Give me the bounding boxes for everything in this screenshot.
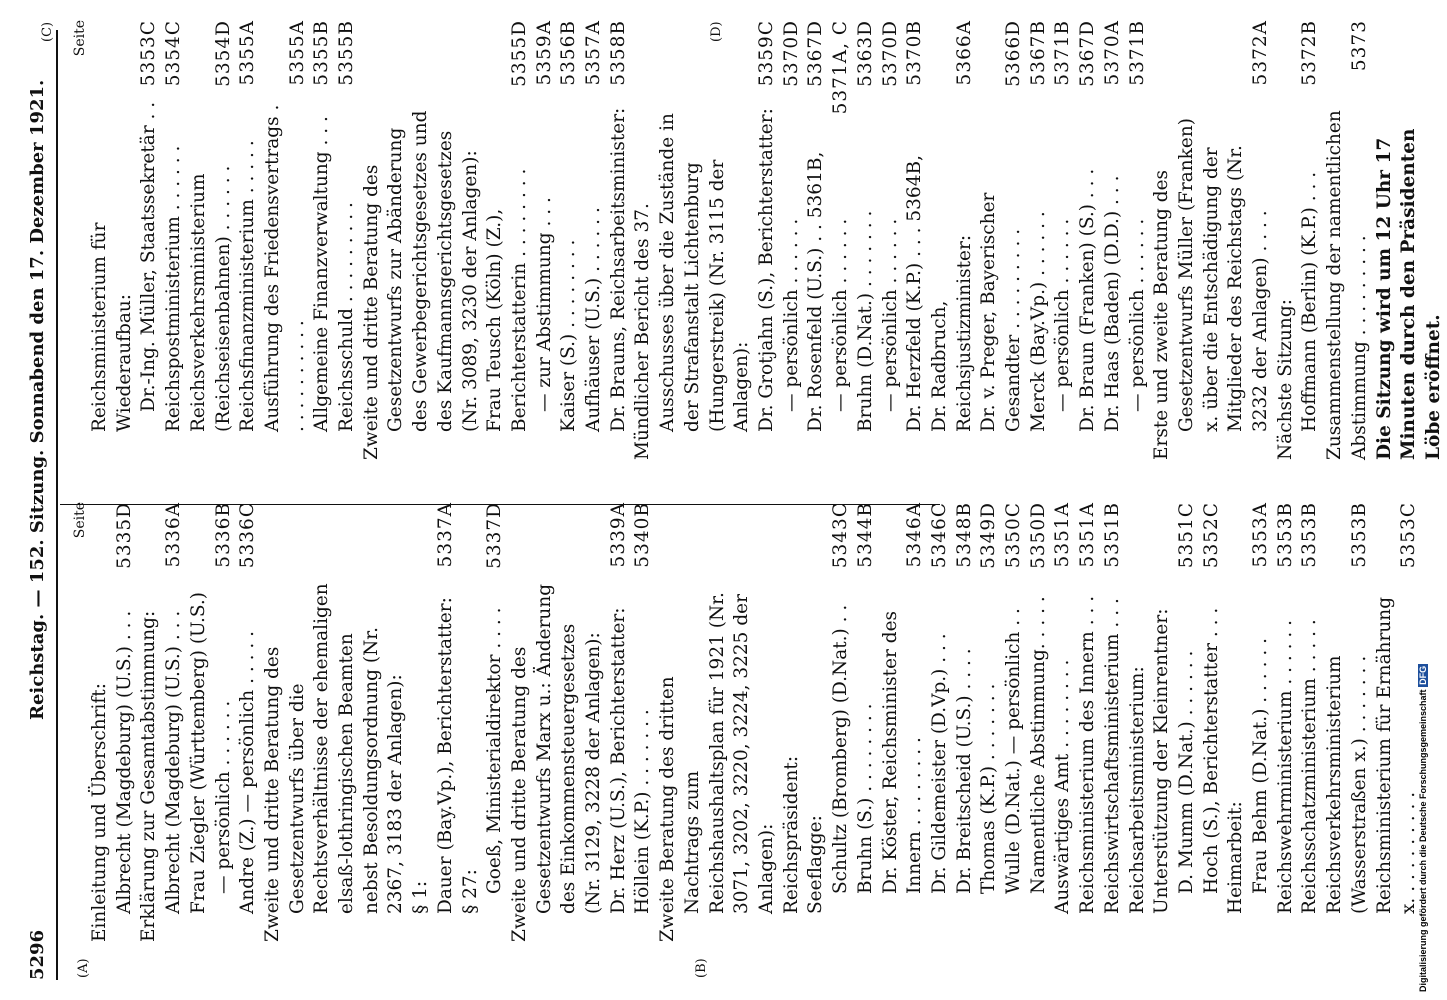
toc-entry-text: Frau Behm (D.Nat.) . . . . . . [1250,638,1272,894]
toc-entry [1274,502,1299,942]
toc-entry [1200,502,1225,942]
page-number: 5296 [27,929,48,980]
side-note-text: Digitalisierung gefördert durch die Deutsche Forschungsgemeinschaft [1418,689,1428,992]
toc-entry [829,502,854,942]
toc-entry-page: 5363D [854,20,876,87]
toc-entry [928,20,977,460]
toc-entry [1373,502,1422,942]
toc-entry-text: Zweite und dritte Beratung des Gesetzentwurfs zur Abänderung des Gewerbegerichtsgesetzes und des Kaufmannsgerichtsgesetzes (Nr. 3089, 3230 der Anlagen): [360,110,481,460]
toc-entry-page: 5351A [1052,502,1074,568]
toc-entry-text: Namentliche Abstimmung. . . . . [1027,596,1049,894]
toc-entry [631,20,755,460]
toc-entry [1076,502,1101,942]
toc-entry-page: 5356B [558,20,580,86]
toc-entry [187,502,212,942]
toc-entry-text: Goeß, Ministerialdirektor . . . . [484,607,506,894]
toc-entry-page: 5354C [163,20,185,87]
toc-entry-text: Dr. Grotjahn (S.), Berichterstatter: [755,108,777,432]
toc-entry-page: 5353B [1299,502,1321,568]
toc-entry-text: Albrecht (Magdeburg) (U.S.) . . . [113,610,135,914]
toc-list-left [88,502,1422,942]
toc-entry-page: 5370D [879,20,901,87]
toc-entry-page: 5339A [607,502,629,568]
margin-marker-b: (B) [694,958,709,978]
toc-entry-text: Dr. Herz (U.S.), Berichterstatter: [607,607,629,914]
seite-label: Seite [72,502,88,539]
toc-entry-text: Dr. Köster, Reichsminister des Innern . . . . . . . . [879,610,926,894]
toc-entry-page: 5366D [1003,20,1025,87]
toc-entry-page: 5337A [434,502,456,568]
header-rule [56,30,58,980]
toc-entry-page: 5358B [607,20,629,86]
toc-entry-text: — persönlich . . . . . . [830,218,852,412]
toc-entry-text: Höllein (K.P.) . . . . . . . [632,709,654,914]
toc-entry [755,20,780,460]
toc-entry [261,20,310,460]
toc-entry-page: 5336B [212,502,234,568]
toc-entry-page: 5370B [904,20,926,86]
toc-entry-text: Bruhn (D.Nat.) . . . . . . . [854,210,876,432]
toc-entry-page: 5350D [1027,502,1049,569]
toc-entry-text: Reichsschatzministerium . . . . . [1299,619,1321,914]
toc-entry [508,502,607,942]
toc-entry-page: 5351C [1175,502,1197,569]
toc-entry-page: 5370D [780,20,802,87]
toc-entry-page: 5354D [212,20,234,87]
toc-entry-text: Dr. Brauns, Reichsarbeitsminister: [607,107,629,432]
toc-entry [88,502,113,942]
toc-entry-page: 5350C [1003,502,1025,569]
toc-entry [459,502,484,942]
toc-entry-page: 5348B [953,502,975,568]
toc-entry-page: 5367B [1027,20,1049,86]
toc-entry-text: Reichswirtschaftsministerium . . . [1101,598,1123,914]
toc-entry [1373,20,1447,460]
toc-entry-page: 5371A, C [830,20,852,115]
toc-entry-text: Erklärung zur Gesamtabstimmung: [138,610,160,942]
toc-entry [162,502,187,942]
toc-entry-text: Zweite Beratung des dritten Nachtrags zum Reichshaushaltsplan für 1921 (Nr. 3071, 3202, 3220, 3224, 3225 der Anlagen): [657,592,777,942]
toc-entry-text: Andre (Z.) — persönlich . . . . . [237,631,259,914]
toc-entry-page: 5357A [583,20,605,86]
margin-marker-c: (C) [40,21,55,42]
toc-entry [137,20,162,460]
toc-entry [557,20,582,460]
toc-entry [483,502,508,942]
toc-entry [1150,20,1274,460]
toc-entry-text: Dr. Radbruch, Reichsjustizminister: [928,234,975,432]
toc-entry-page: 5351A [1077,502,1099,568]
toc-entry-text: Hoch (S.), Berichterstatter . . . [1200,607,1222,894]
page-title: Reichstag. — 152. Sitzung. Sonnabend den 17. Dezember 1921. [27,79,48,720]
toc-entry [1027,20,1052,460]
toc-entry-page: 5353C [138,20,160,87]
toc-entry [829,20,854,460]
toc-entry-page: 5359C [755,20,777,87]
toc-entry-page: 5346C [928,502,950,569]
toc-entry-text: Reichsministerium des Innern . . . [1077,595,1099,914]
toc-entry-page: 5353B [1274,502,1296,568]
toc-entry-text: Mündlicher Bericht des 37. Ausschusses über die Zustände in der Strafanstalt Lichtenburg (Hungerstreik) (Nr. 3115 der Anlagen): [632,113,753,460]
toc-entry-text: Reichsministerium für Wiederaufbau: [89,222,135,432]
toc-entry-text: Allgemeine Finanzverwaltung . . . [311,116,333,432]
toc-entry [804,502,829,942]
toc-entry-text: — persönlich . . . . . . [1126,218,1148,412]
left-column [68,502,1422,942]
toc-entry [1323,502,1372,942]
toc-list-right [88,20,1447,460]
toc-entry [928,502,953,942]
toc-entry-text: Albrecht (Magdeburg) (U.S.) . . . [163,610,185,914]
toc-entry [1323,20,1372,460]
toc-entry-text: Merck (Bay.Vp.) . . . . . . [1027,211,1049,432]
toc-entry [780,20,805,460]
toc-entry-page: 5355D [508,20,530,87]
toc-entry-page: 5351B [1101,502,1123,568]
toc-entry [656,502,780,942]
toc-entry [1101,502,1126,942]
toc-entry-page: 5366A [953,20,975,86]
toc-entry-text: Bruhn (S.) . . . . . . . . [854,703,876,894]
toc-entry [162,20,187,460]
toc-entry-text: § 27: [459,869,481,914]
toc-entry [879,502,928,942]
toc-entry-text: Auswärtiges Amt . . . . . . . . [1052,659,1074,914]
toc-entry [137,502,162,942]
toc-entry [1051,502,1076,942]
toc-entry [236,20,261,460]
toc-entry-text: Frau Teusch (Köln) (Z.), Berichterstatterin . . . . . . . . [484,168,530,432]
toc-entry [607,502,632,942]
toc-entry [854,502,879,942]
toc-entry [1101,20,1126,460]
toc-entry [187,20,236,460]
toc-entry [977,502,1002,942]
toc-entry-text: — persönlich . . . . . . [212,700,234,894]
toc-entry-text: Kaiser (S.) . . . . . . . . [558,239,580,432]
toc-entry-page: 5367D [1077,20,1099,87]
toc-entry-text: Frau Ziegler (Württemberg) (U.S.) [187,592,209,914]
toc-entry-text: Zweite und dritte Beratung des Gesetzentwurfs Marx u.: Änderung des Einkommensteuergesetzes (Nr. 3129, 3228 der Anlagen): [508,583,605,942]
toc-entry-text: Reichsarbeitsministerium: [1126,666,1148,914]
toc-entry-page: 5355A [237,20,259,86]
toc-entry-text: Reichsverkehrsministerium (Wasserstraßen x.) . . . . . . . [1324,655,1370,914]
toc-entry-text: Thomas (K.P.) . . . . . . . [978,683,1000,894]
toc-entry-text: — persönlich . . . . . . [1052,218,1074,412]
toc-entry-text: Reichspräsident: [780,755,802,914]
toc-entry [780,502,805,942]
toc-entry [1224,502,1249,942]
dfg-logo: DFG [1418,665,1428,685]
toc-entry [631,502,656,942]
toc-entry-text: Dr. Rosenfeld (U.S.) . . 5361B, [805,151,827,432]
toc-entry [335,20,360,460]
toc-entry [1298,502,1323,942]
toc-entry-text: — persönlich . . . . . . [879,218,901,412]
toc-entry-text: Zusammenstellung der namentlichen Abstimmung . . . . . . . . . [1324,110,1370,460]
toc-entry [409,502,434,942]
toc-entry-page: 5367D [805,20,827,87]
toc-entry-text: Einleitung und Überschrift: [89,683,110,942]
toc-entry [1002,502,1027,942]
toc-entry-page: 5370A [1101,20,1123,86]
right-column [68,20,1447,460]
toc-entry [1126,502,1151,942]
toc-entry [804,20,829,460]
toc-entry-page: 5336A [163,502,185,568]
toc-entry-text: Heimarbeit: [1225,801,1247,914]
margin-marker-d: (D) [709,21,724,42]
toc-entry-text: Dauer (Bay.Vp.), Berichterstatter: [434,597,456,914]
toc-entry-text: Reichswehrministerium . . . . . . [1274,619,1296,914]
toc-entry-text: Erste und zweite Beratung des Gesetzentwurfs Müller (Franken) x. über die Entschädigung der Mitglieder des Reichstags (Nr. 3232 der Anlagen) . . . . [1151,118,1272,460]
toc-entry-page: 5372B [1299,20,1321,86]
toc-entry [88,20,137,460]
toc-entry [879,20,904,460]
toc-entry-text: Zweite und dritte Beratung des Gesetzentwurfs über die Rechtsverhältnisse der ehemaligen elsaß-lothringischen Beamten nebst Besoldungsordnung (Nr. 2367, 3183 der Anlagen): [261,583,407,942]
toc-entry [1150,502,1175,942]
toc-entry-text: Nächste Sitzung: [1274,299,1296,460]
toc-entry-text: Reichsschuld . . . . . . . . . [336,202,358,432]
toc-entry-page: 5337D [484,502,506,569]
toc-entry-text: Dr. Haas (Baden) (D.D.) . . . [1101,175,1123,432]
toc-entry-text: Dr. v. Preger, Bayerischer Gesandter . . . . . . . . . [978,192,1025,432]
toc-entry-page: 5340B [632,502,654,568]
toc-entry [1126,20,1151,460]
toc-entry-text: § 1: [410,880,432,914]
toc-entry [236,502,261,942]
toc-entry [113,502,138,942]
toc-entry-page: 5373 [1348,20,1370,72]
toc-entry-text: Reichsministerium für Ernährung x. . . . . . . . . . [1373,596,1420,914]
toc-entry-page: 5336C [237,502,259,569]
toc-entry [310,20,335,460]
toc-entry [1175,502,1200,942]
toc-entry [261,502,409,942]
toc-entry-text: Die Sitzung wird um 12 Uhr 17 Minuten durch den Präsidenten Löbe eröffnet. [1373,128,1444,460]
toc-entry-text: Schultz (Bromberg) (D.Nat.) . . [830,604,852,894]
toc-entry [977,20,1026,460]
toc-entry-page: 5371B [1052,20,1074,86]
toc-entry [582,20,607,460]
toc-entry-page: 5372A [1250,20,1272,86]
toc-entry-page: 5353B [1348,502,1370,568]
toc-entry [903,20,928,460]
toc-entry [1298,20,1323,460]
toc-entry-page: 5344B [854,502,876,568]
toc-entry-text: Reichsfinanzministerium . . . . . [237,140,259,432]
toc-entry-page: 5371B [1126,20,1148,86]
toc-entry-text: Aufhäuser (U.S.) . . . . . . [583,207,605,432]
toc-entry-text: — zur Abstimmung . . . [533,197,555,412]
toc-entry [854,20,879,460]
toc-entry [1027,502,1052,942]
toc-entry-text: Wulle (D.Nat.) — persönlich . . [1003,608,1025,894]
toc-entry-page: 5352C [1200,502,1222,569]
toc-entry [1076,20,1101,460]
toc-entry [607,20,632,460]
toc-entry-page: 5353A [1250,502,1272,568]
toc-entry-page: 5355A [286,20,308,86]
toc-entry [533,20,558,460]
toc-entry-page: 5359A [533,20,555,86]
toc-entry-page: 5353C [1398,502,1420,569]
toc-entry-text: Dr. Breitscheid (U.S.) . . . . [953,648,975,894]
toc-entry [1051,20,1076,460]
toc-entry [434,502,459,942]
toc-entry-text: Reichsverkehrsministerium (Reichseisenbahnen) . . . . . . [187,165,234,432]
toc-entry-text: Dr.-Ing. Müller, Staatssekretär . . [138,101,160,412]
toc-entry [483,20,532,460]
toc-entry [212,502,237,942]
toc-entry-text: Dr. Herzfeld (K.P.) . . . 5364B, [904,155,926,432]
toc-entry [360,20,484,460]
toc-entry-page: 5349D [978,502,1000,569]
toc-entry-text: Hoffmann (Berlin) (K.P.) . . . [1299,171,1321,432]
toc-entry-text: — persönlich . . . . . . [780,218,802,412]
toc-entry-text: Unterstützung der Kleinrentner: [1151,608,1173,914]
toc-entry-page: 5355B [336,20,358,86]
toc-entry [953,502,978,942]
margin-marker-a: (A) [76,958,91,978]
toc-entry-text: Dr. Braun (Franken) (S.) . . . [1077,168,1099,432]
side-note [1418,8,1432,992]
toc-entry-text: Reichspostministerium . . . . . . [163,145,185,432]
toc-entry-page: 5346A [904,502,926,568]
toc-entry-text: Seeflagge: [805,815,827,914]
toc-entry-page: 5343C [830,502,852,569]
toc-entry [1274,20,1299,460]
toc-entry-text: Dr. Gildemeister (D.Vp.) . . . [928,633,950,894]
toc-entry-page: 5355B [311,20,333,86]
toc-entry-text: Ausführung des Friedensvertrags . . . . . . . . . . . [261,104,308,432]
toc-entry [1249,502,1274,942]
seite-label: Seite [72,20,88,57]
toc-entry-text: D. Mumm (D.Nat.) . . . . . . [1175,650,1197,894]
toc-entry-page: 5335D [113,502,135,569]
